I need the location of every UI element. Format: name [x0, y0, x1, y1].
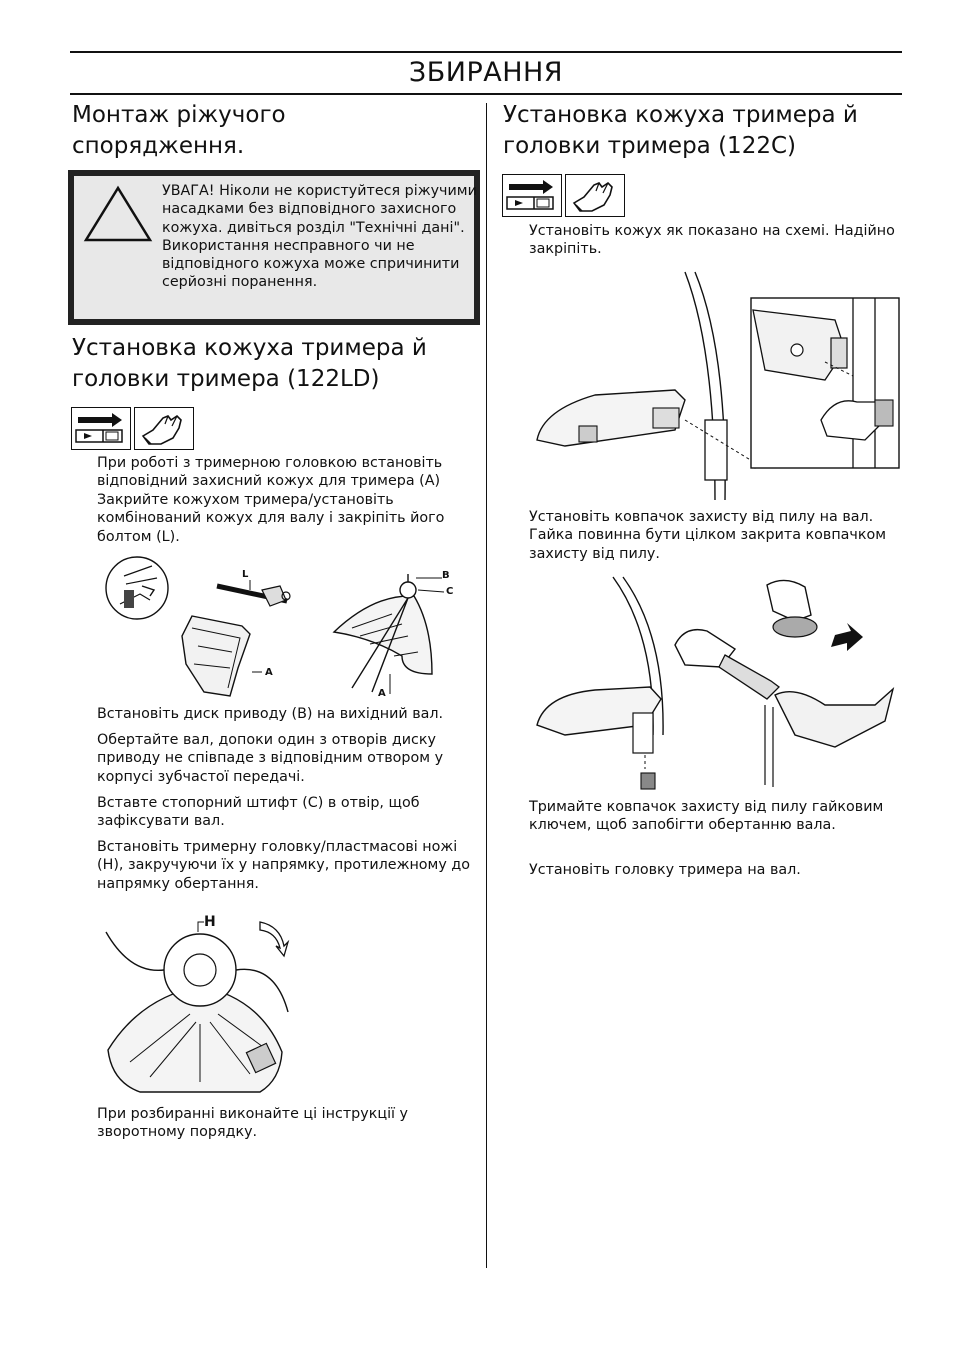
warning-text: УВАГА! Ніколи не користуйтеся ріжучими насадками без відповідного захисного кожуха. дивіться розділ "Технічні дані". Використання несправного чи не відповідного кожуха може спричинити серйозні поранення. — [162, 183, 477, 291]
stop-switch-icon-box — [71, 407, 131, 450]
paragraph-guard-install: При роботі з тримерною головкою встановіть відповідний захисний кожух для тримера (A) Закрийте кожухом тримера/установіть комбінований кожух для валу і закріпіть його болтом (L). — [97, 455, 445, 545]
figure-trimmer-head — [100, 902, 300, 1097]
stop-switch-icon — [503, 175, 560, 215]
paragraph-trimmer-head: Встановіть тримерну головку/пластмасові ножі (H), закручуючи їх у напрямку, протилежному до напрямку обертання. — [97, 839, 470, 892]
figure-label-a-right: A — [378, 688, 386, 699]
figure-dust-cap-wrench — [535, 575, 897, 795]
paragraph-rotate-shaft: Обертайте вал, допоки один з отворів диску приводу не співпаде з відповідним отвором у корпусі зубчастої передачі. — [97, 732, 444, 785]
figure-label-c: C — [446, 586, 454, 597]
paragraph-lock-pin: Вставте стопорний штифт (C) в отвір, щоб зафіксувати вал. — [97, 795, 420, 830]
warning-box-inner — [74, 176, 477, 319]
figure-guard-assembly — [102, 556, 472, 702]
figure-label-h: H — [204, 914, 216, 930]
header-top-rule — [70, 51, 902, 53]
figure-guard-mount-122c — [535, 270, 900, 502]
paragraph-dust-cap: Установіть ковпачок захисту від пилу на вал. Гайка повинна бути цілком закрита ковпачком захисту від пилу. — [529, 509, 887, 562]
column-divider — [486, 103, 487, 1268]
section-title-122c: Установка кожуха тримера й головки тримера (122C) — [503, 102, 858, 159]
section-title-122ld: Установка кожуха тримера й головки тримера (122LD) — [72, 335, 427, 392]
stop-switch-icon-box-right — [502, 174, 562, 217]
paragraph-install-guard-122c: Установіть кожух як показано на схемі. Надійно закріпіть. — [529, 223, 895, 258]
figure-label-l: L — [242, 569, 249, 580]
glove-icon — [135, 408, 192, 448]
paragraph-disassembly: При розбиранні виконайте ці інструкції у зворотному порядку. — [97, 1106, 409, 1141]
glove-icon-box-right — [565, 174, 625, 217]
warning-triangle-icon — [82, 184, 154, 246]
section-title-mounting: Монтаж ріжучого спорядження. — [72, 102, 286, 159]
header-bottom-rule — [70, 93, 902, 95]
glove-icon — [566, 175, 623, 215]
paragraph-install-head: Установіть головку тримера на вал. — [529, 862, 801, 878]
page-title: ЗБИРАННЯ — [408, 57, 564, 88]
stop-switch-icon — [72, 408, 129, 448]
warning-box — [68, 170, 480, 325]
figure-label-b: B — [442, 570, 450, 581]
glove-icon-box — [134, 407, 194, 450]
figure-label-a-left: A — [265, 667, 273, 678]
paragraph-drive-disc: Встановіть диск приводу (B) на вихідний вал. — [97, 706, 444, 722]
paragraph-hold-cap: Тримайте ковпачок захисту від пилу гайковим ключем, щоб запобігти обертанню вала. — [529, 799, 884, 834]
